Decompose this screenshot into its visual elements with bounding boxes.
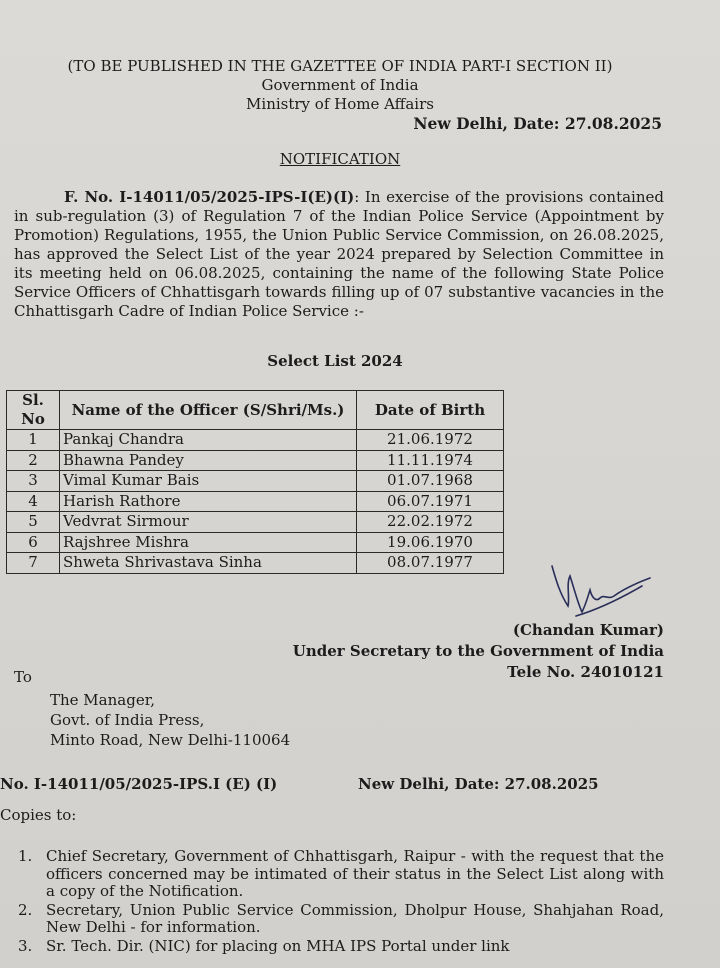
recipient-address [50,690,290,750]
table-row [7,512,504,533]
government-heading: Government of India [261,76,419,94]
cell-slno: 2 [7,450,60,471]
table-row [7,471,504,492]
to-label: To [14,668,32,686]
address-line: The Manager, [50,691,155,709]
cell-dob: 11.11.1974 [357,450,504,471]
address-line: Govt. of India Press, [50,711,205,729]
col-header-slno: Sl. No [7,391,60,430]
cell-dob: 06.07.1971 [357,491,504,512]
cell-dob: 08.07.1977 [357,553,504,574]
place-date: New Delhi, Date: 27.08.2025 [413,114,662,133]
notification-body: : In exercise of the provisions contained in sub-regulation (3) of Regulation 7 of the Indian Police Service (Appointment by Promotion) Regulations, 1955, the Union Public Service Commission, on 26.08.2025, has approved the Select List of the year 2024 prepared by Selection Committee in its meeting held on 06.08.2025, containing the name of the following State Police Service Officers of Chhattisgarh towards filling up of 07 substantive vacancies in the Chhattisgarh Cadre of Indian Police Service :- [14,188,664,320]
cell-slno: 1 [7,430,60,451]
cell-slno: 4 [7,491,60,512]
cell-dob: 19.06.1970 [357,532,504,553]
notification-paragraph [14,188,664,321]
table-row [7,491,504,512]
table-row [7,430,504,451]
notification-title: NOTIFICATION [279,150,401,168]
ministry-heading: Ministry of Home Affairs [246,95,434,113]
copies-to-label: Copies to: [0,806,77,824]
cell-name: Vedvrat Sirmour [60,512,357,533]
cell-name: Bhawna Pandey [60,450,357,471]
cell-name: Pankaj Chandra [60,430,357,451]
table-header-row [7,391,504,430]
cell-slno: 3 [7,471,60,492]
table-row [7,450,504,471]
cell-name: Harish Rathore [60,491,357,512]
col-header-dob: Date of Birth [357,391,504,430]
list-item: 3. Sr. Tech. Dir. (NIC) for placing on MHA IPS Portal under link [18,936,510,955]
signatory-phone: Tele No. 24010121 [507,663,664,681]
cell-name: Vimal Kumar Bais [60,471,357,492]
copy-ref-number: No. I-14011/05/2025-IPS.I (E) (I) [0,775,278,793]
file-number: F. No. I-14011/05/2025-IPS-I(E)(I) [64,188,355,206]
cell-slno: 5 [7,512,60,533]
signature-icon [546,560,656,626]
list-item: 2. Secretary, Union Public Service Commission, Dholpur House, Shahjahan Road, New Delhi - for information. [18,900,664,936]
signatory-name: (Chandan Kumar) [512,621,664,639]
table-row [7,553,504,574]
copies-list [18,848,664,956]
col-header-name: Name of the Officer (S/Shri/Ms.) [60,391,357,430]
list-item: 1. Chief Secretary, Government of Chhattisgarh, Raipur - with the request that the officers concerned may be intimated of their status in the Select List along with a copy of the Notification. [18,847,664,900]
cell-dob: 01.07.1968 [357,471,504,492]
cell-slno: 7 [7,553,60,574]
signatory-block [293,620,664,683]
cell-dob: 22.02.1972 [357,512,504,533]
gazette-heading: (TO BE PUBLISHED IN THE GAZETTEE OF INDIA PART-I SECTION II) [67,57,613,75]
cell-slno: 6 [7,532,60,553]
cell-name: Rajshree Mishra [60,532,357,553]
address-line: Minto Road, New Delhi-110064 [50,731,291,749]
signatory-designation: Under Secretary to the Government of India [292,642,664,660]
select-list-title: Select List 2024 [267,352,403,370]
table-row [7,532,504,553]
copy-date: New Delhi, Date: 27.08.2025 [358,775,599,793]
select-list-table [6,390,504,574]
cell-name: Shweta Shrivastava Sinha [60,553,357,574]
cell-dob: 21.06.1972 [357,430,504,451]
